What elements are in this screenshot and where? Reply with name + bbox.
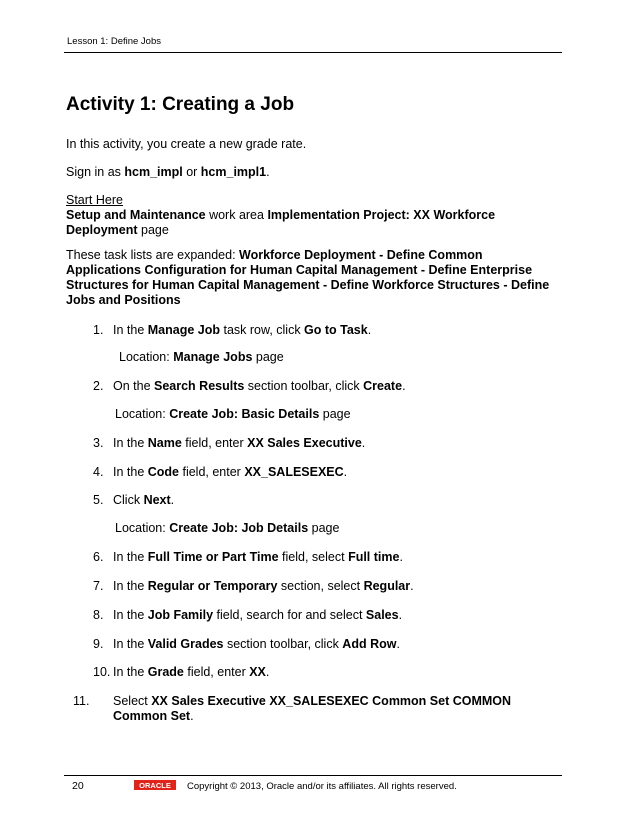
step-item: 11. Select XX Sales Executive XX_SALESEXEC Common Set COMMON Common Set. bbox=[73, 694, 512, 723]
running-header: Lesson 1: Define Jobs bbox=[67, 36, 162, 47]
step-item: 7. In the Regular or Temporary section, select Regular. bbox=[93, 579, 414, 593]
signin-user-2: hcm_impl1 bbox=[200, 165, 267, 179]
header-rule bbox=[64, 52, 562, 53]
intro-paragraph: In this activity, you create a new grade rate. bbox=[66, 137, 307, 151]
step-item: 10. In the Grade field, enter XX. bbox=[93, 665, 270, 679]
task-lists-paragraph: These task lists are expanded: Workforce Deployment - Define Common Applications Configuration for Human Capital Management - Define Enterprise Structures for Human Capital Management - Define Workforce Structures - Define Jobs and Positions bbox=[66, 248, 550, 307]
step-item: 8. In the Job Family field, search for and select Sales. bbox=[93, 608, 403, 622]
step-item: 1. In the Manage Job task row, click Go to Task. bbox=[93, 323, 372, 337]
start-here-label: Start Here bbox=[66, 193, 123, 207]
signin-paragraph: Sign in as hcm_impl or hcm_impl1. bbox=[66, 165, 270, 179]
step-item: 5. Click Next. bbox=[93, 493, 175, 507]
step-item: 4. In the Code field, enter XX_SALESEXEC. bbox=[93, 465, 348, 479]
signin-user-1: hcm_impl bbox=[124, 165, 183, 179]
start-here-block bbox=[66, 193, 560, 238]
step-item: 3. In the Name field, enter XX Sales Executive. bbox=[93, 436, 366, 450]
page-number: 20 bbox=[72, 780, 84, 792]
copyright-notice: Copyright © 2013, Oracle and/or its affiliates. All rights reserved. bbox=[187, 781, 457, 792]
setup-location: Setup and Maintenance work area Implementation Project: XX Workforce Deployment page bbox=[66, 208, 496, 237]
footer-rule bbox=[64, 775, 562, 776]
oracle-logo bbox=[134, 780, 176, 790]
location-line: Location: Manage Jobs page bbox=[119, 350, 284, 364]
location-line: Location: Create Job: Job Details page bbox=[115, 521, 340, 535]
step-item: 6. In the Full Time or Part Time field, select Full time. bbox=[93, 550, 403, 564]
location-line: Location: Create Job: Basic Details page bbox=[115, 407, 351, 421]
oracle-logo-text: ORACLE bbox=[139, 781, 171, 790]
activity-title: Activity 1: Creating a Job bbox=[66, 94, 295, 115]
step-item: 9. In the Valid Grades section toolbar, click Add Row. bbox=[93, 637, 400, 651]
step-item: 2. On the Search Results section toolbar, click Create. bbox=[93, 379, 406, 393]
task-lists-expanded: Workforce Deployment - Define Common Applications Configuration for Human Capital Management - Define Enterprise Structures for Human Capital Management - Define Workforce Structures - Define Jobs and Positions bbox=[66, 248, 550, 307]
